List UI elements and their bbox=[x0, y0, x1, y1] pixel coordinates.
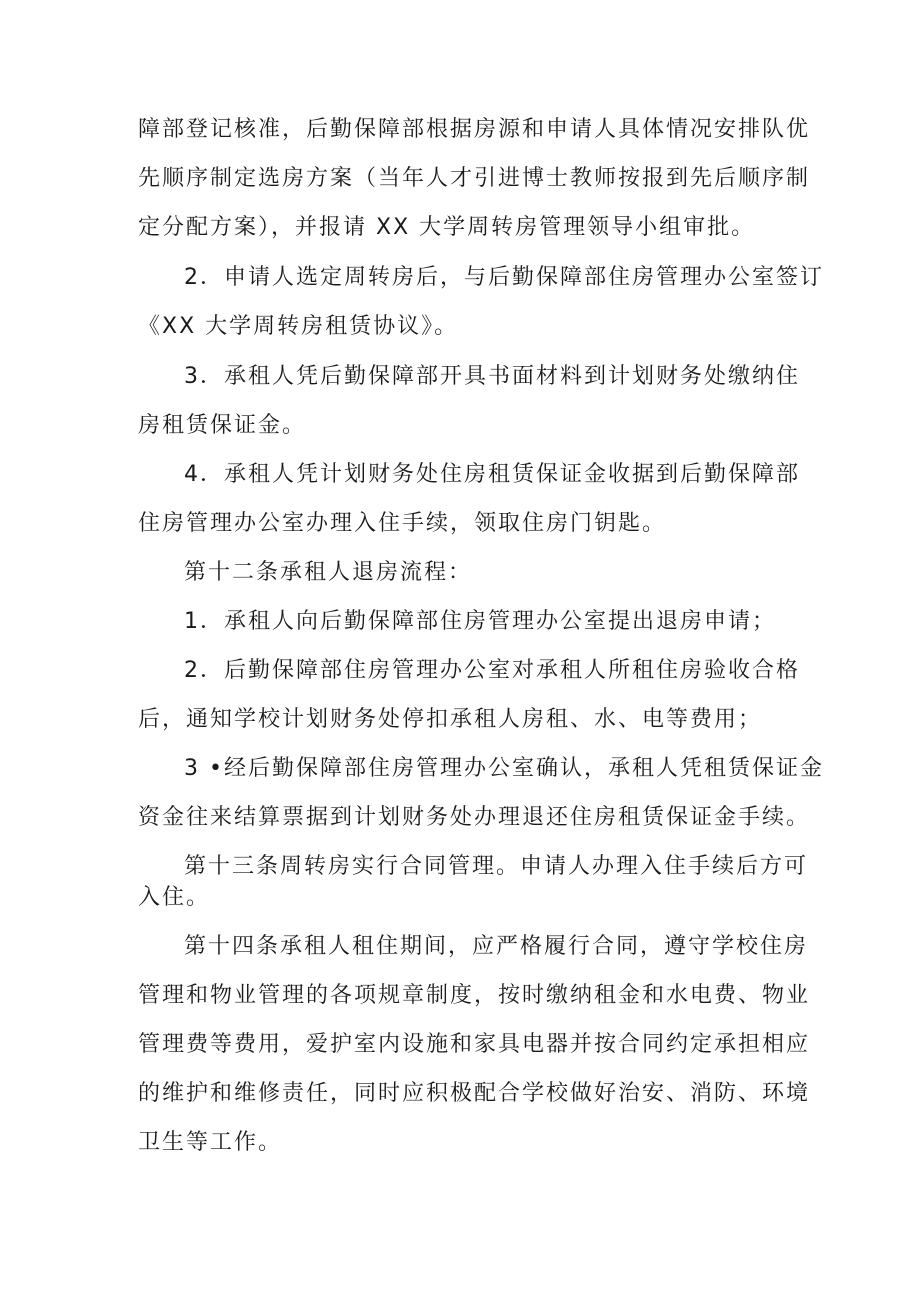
text-line: 管理和物业管理的各项规章制度，按时缴纳租金和水电费、物业 bbox=[138, 983, 811, 1008]
text-line: 第十三条周转房实行合同管理。申请人办理入住手续后方可 bbox=[184, 854, 809, 879]
text-line: 《XX 大学周转房租赁协议》。 bbox=[138, 314, 459, 339]
text-line: 的维护和维修责任，同时应积极配合学校做好治安、消防、环境 bbox=[138, 1081, 811, 1106]
text-line: 1．承租人向后勤保障部住房管理办公室提出退房申请； bbox=[184, 609, 776, 634]
text-line: 第十四条承租人租住期间，应严格履行合同，遵守学校住房 bbox=[184, 934, 809, 959]
text-line: 定分配方案），并报请 XX 大学周转房管理领导小组审批。 bbox=[138, 215, 756, 240]
text-line: 管理费等费用，爱护室内设施和家具电器并按合同约定承担相应 bbox=[138, 1032, 811, 1057]
text-line: 住房管理办公室办理入住手续，领取住房门钥匙。 bbox=[138, 511, 667, 536]
text-line: 3．承租人凭后勤保障部开具书面材料到计划财务处缴纳住 bbox=[184, 364, 800, 389]
text-line: 2．申请人选定周转房后，与后勤保障部住房管理办公室签订 bbox=[184, 265, 824, 290]
text-line: 卫生等工作。 bbox=[138, 1130, 283, 1155]
text-line: 4．承租人凭计划财务处住房租赁保证金收据到后勤保障部 bbox=[184, 462, 800, 487]
text-line: 先顺序制定选房方案（当年人才引进博士教师按报到先后顺序制 bbox=[138, 166, 811, 191]
text-line: 障部登记核准，后勤保障部根据房源和申请人具体情况安排队优 bbox=[138, 117, 811, 142]
text-line: 后，通知学校计划财务处停扣承租人房租、水、电等费用； bbox=[138, 707, 763, 732]
text-line: 入住。 bbox=[138, 885, 211, 910]
text-line: 3 •经后勤保障部住房管理办公室确认，承租人凭租赁保证金 bbox=[184, 756, 824, 781]
text-line: 2．后勤保障部住房管理办公室对承租人所租住房验收合格 bbox=[184, 658, 800, 683]
text-line: 房租赁保证金。 bbox=[138, 413, 307, 438]
section-heading: 第十二条承租人退房流程： bbox=[184, 560, 473, 585]
text-line: 资金往来结算票据到计划财务处办理退还住房租赁保证金手续。 bbox=[138, 805, 811, 830]
